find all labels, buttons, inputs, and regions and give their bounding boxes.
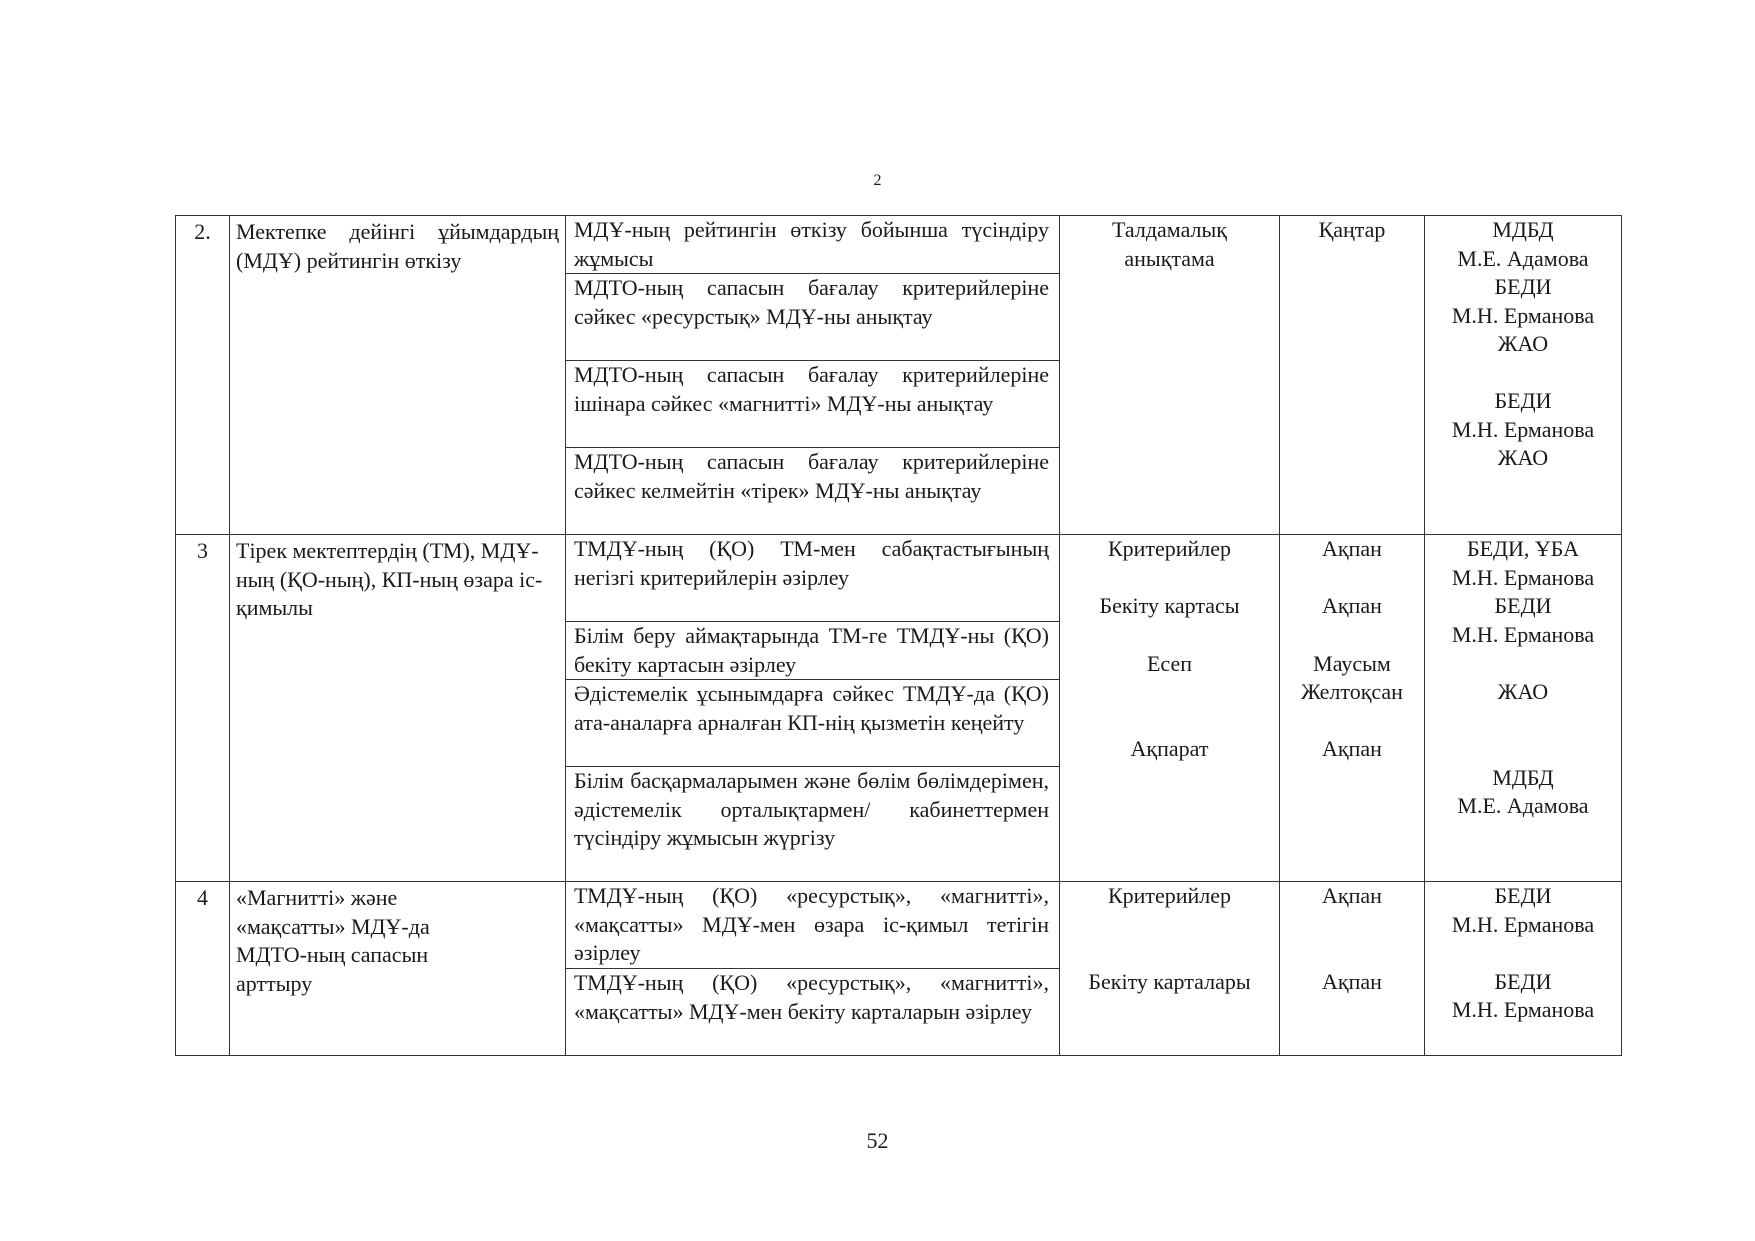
term-cell	[1280, 216, 1425, 535]
responsible-line: М.Н. Ерманова	[1451, 416, 1595, 442]
responsible-line: М.Н. Ерманова	[1451, 302, 1595, 328]
term-value: Ақпан	[1322, 593, 1382, 618]
form-value: Талдамалық анықтама	[1112, 217, 1227, 271]
responsible-line: БЕДИ	[1494, 883, 1552, 908]
spacer	[1431, 707, 1615, 764]
activity-cell: МДТО-ның сапасын бағалау критерийлеріне сәйкес келмейтін «тірек» МДҰ-ны анықтау	[566, 448, 1060, 535]
term-value: Ақпан	[1322, 536, 1382, 561]
table-row	[176, 535, 1622, 622]
responsible-cell	[1425, 535, 1622, 882]
activity-cell: Білім беру аймақтарында ТМ-ге ТМДҰ-ны (ҚО) бекіту картасын әзірлеу	[566, 622, 1060, 680]
responsible-line: БЕДИ	[1494, 388, 1552, 413]
form-value: Критерийлер	[1107, 536, 1232, 561]
activity-cell: ТМДҰ-ның (ҚО) «ресурстық», «магнитті», «мақсатты» МДҰ-мен бекіту карталарын әзірлеу	[566, 969, 1060, 1056]
table-row	[176, 216, 1622, 274]
responsible-line: М.Е. Адамова	[1457, 245, 1589, 271]
activity-cell: ТМДҰ-ның (ҚО) «ресурстық», «магнитті», «мақсатты» МДҰ-мен өзара іс-қимыл тетігін әзірлеу	[566, 882, 1060, 969]
responsible-line: ЖАО	[1497, 331, 1549, 356]
responsible-line: БЕДИ	[1494, 274, 1552, 299]
table-row	[176, 882, 1622, 969]
form-cell	[1060, 216, 1280, 535]
row-number: 2.	[176, 216, 230, 535]
spacer	[1431, 939, 1615, 968]
form-value: Критерийлер	[1107, 883, 1232, 908]
spacer	[1066, 621, 1273, 650]
form-cell	[1060, 882, 1280, 1056]
spacer	[1286, 911, 1418, 968]
term-value: Қаңтар	[1318, 217, 1386, 242]
responsible-line: М.Н. Ерманова	[1451, 621, 1595, 647]
responsible-line: ЖАО	[1497, 679, 1549, 704]
term-value: Маусым	[1313, 650, 1391, 676]
responsible-line: М.Н. Ерманова	[1451, 911, 1595, 937]
form-cell	[1060, 535, 1280, 882]
form-value: Есеп	[1146, 650, 1192, 676]
spacer	[1431, 359, 1615, 388]
term-cell	[1280, 882, 1425, 1056]
activity-cell: Әдістемелік ұсынымдарға сәйкес ТМДҰ-да (ҚО) ата-аналарға арналған КП-нің қызметін кеңейту	[566, 680, 1060, 767]
plan-table	[175, 215, 1622, 1056]
row-name: Тірек мектептердің (ТМ), МДҰ-ның (ҚО-ның), КП-ның өзара іс-қимылы	[230, 535, 566, 882]
term-value: Ақпан	[1322, 736, 1382, 761]
term-value: Ақпан	[1322, 968, 1382, 994]
activity-cell: ТМДҰ-ның (ҚО) ТМ-мен сабақтастығының негізгі критерийлерін әзірлеу	[566, 535, 1060, 622]
activity-cell: МДТО-ның сапасын бағалау критерийлеріне сәйкес «ресурстық» МДҰ-ны анықтау	[566, 274, 1060, 361]
spacer	[1431, 649, 1615, 678]
row-number: 3	[176, 535, 230, 882]
row-number: 4	[176, 882, 230, 1056]
row-name: Мектепке дейінгі ұйымдардың (МДҰ) рейтингін өткізу	[230, 216, 566, 535]
responsible-line: М.Н. Ерманова	[1451, 564, 1595, 590]
responsible-line: БЕДИ	[1494, 968, 1552, 994]
responsible-line: М.Е. Адамова	[1457, 793, 1589, 818]
spacer	[1286, 564, 1418, 593]
activity-cell: Білім басқармаларымен және бөлім бөлімдерімен, әдістемелік орталықтармен/ кабинеттермен түсіндіру жұмысын жүргізу	[566, 767, 1060, 882]
form-value: Ақпарат	[1130, 736, 1209, 761]
term-cell	[1280, 535, 1425, 882]
page-number-top: 2	[873, 172, 882, 189]
responsible-cell	[1425, 216, 1622, 535]
responsible-line: М.Н. Ерманова	[1451, 997, 1595, 1022]
row-name: «Магнитті» және «мақсатты» МДҰ-да МДТО-ның сапасын арттыру	[230, 882, 566, 1056]
responsible-line: МДБД	[1492, 764, 1554, 790]
responsible-line: ЖАО	[1497, 445, 1549, 470]
spacer	[1286, 621, 1418, 650]
responsible-line: МДБД	[1492, 217, 1554, 242]
spacer	[1066, 564, 1273, 593]
form-value: Бекіту карталары	[1088, 968, 1251, 994]
activity-cell: МДТО-ның сапасын бағалау критерийлеріне ішінара сәйкес «магнитті» МДҰ-ны анықтау	[566, 361, 1060, 448]
page-number-bottom: 52	[866, 1128, 889, 1153]
spacer	[1066, 911, 1273, 968]
responsible-line: БЕДИ	[1494, 593, 1552, 618]
activity-cell: МДҰ-ның рейтингін өткізу бойынша түсіндіру жұмысы	[566, 216, 1060, 274]
form-value: Бекіту картасы	[1099, 593, 1240, 618]
term-value: Ақпан	[1322, 883, 1382, 908]
responsible-cell	[1425, 882, 1622, 1056]
spacer	[1066, 678, 1273, 735]
responsible-line: БЕДИ, ҰБА	[1466, 536, 1580, 561]
term-value: Желтоқсан	[1301, 679, 1403, 704]
spacer	[1286, 707, 1418, 736]
